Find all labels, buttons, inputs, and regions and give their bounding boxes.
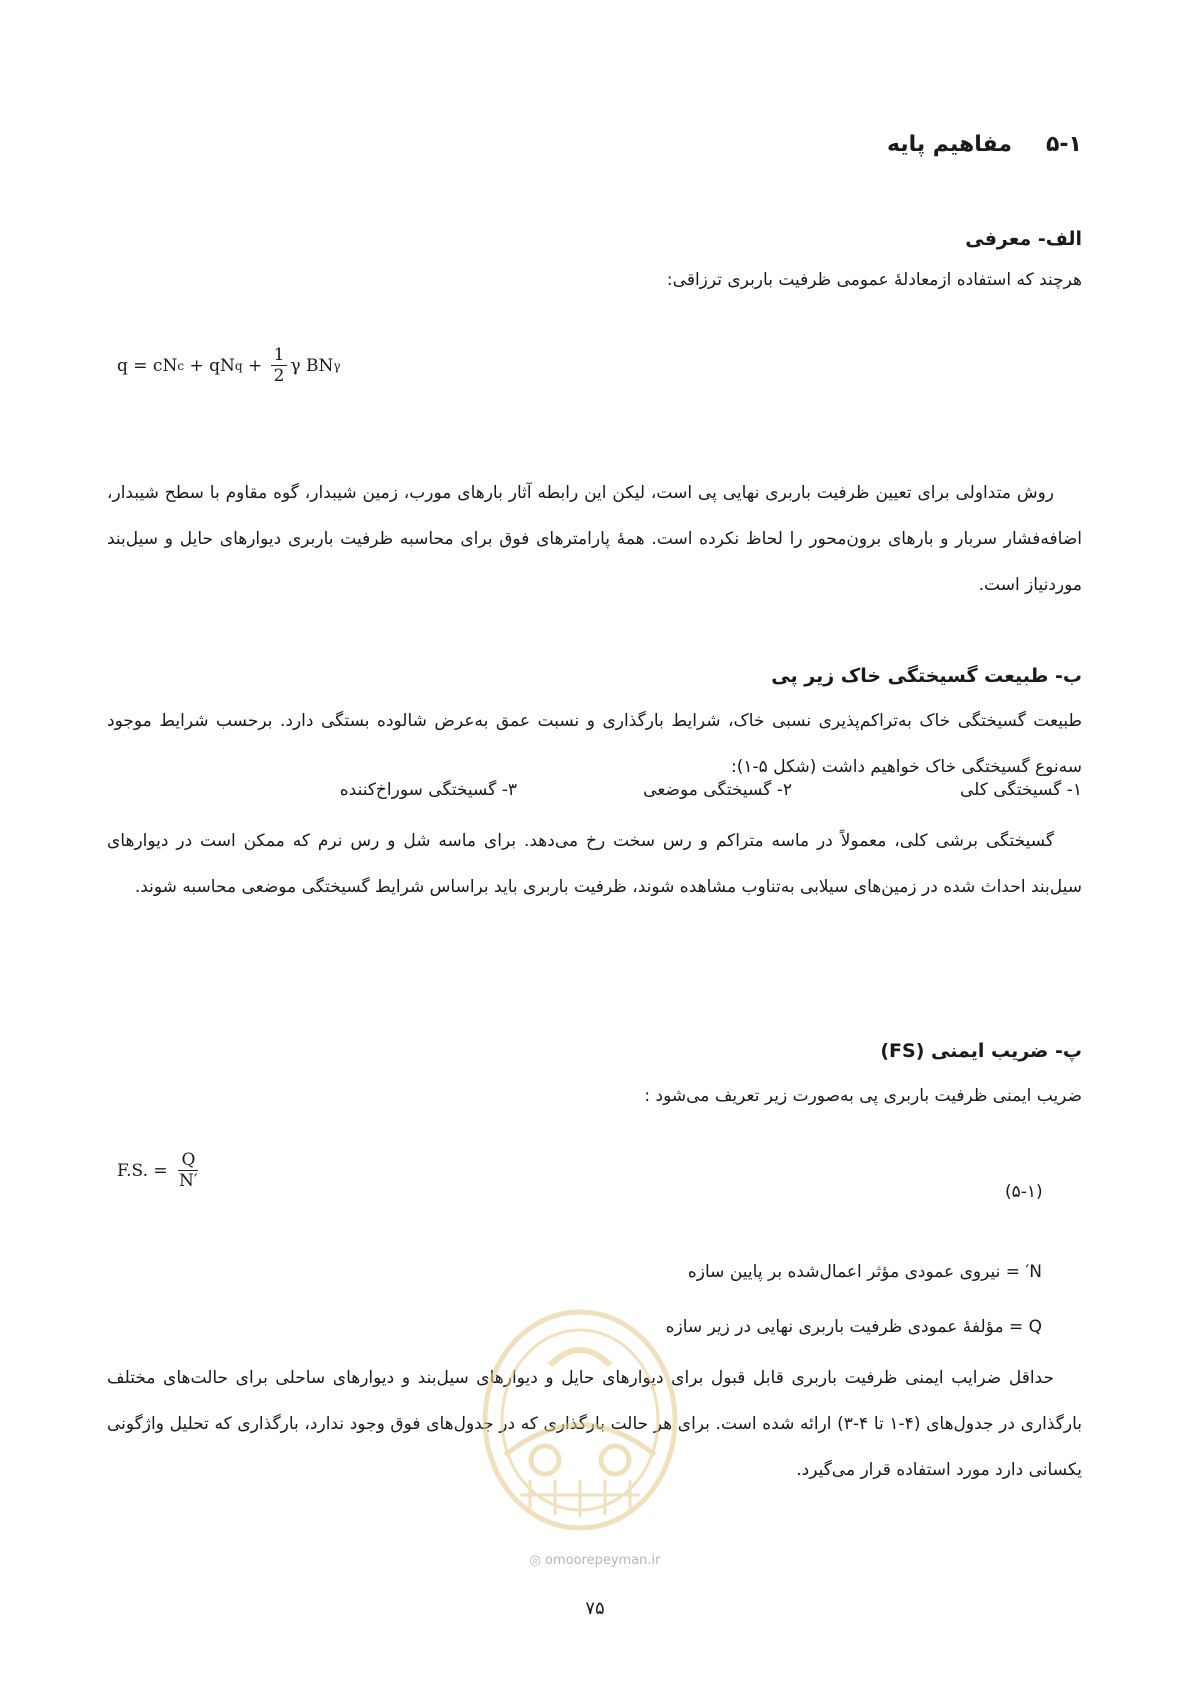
- watermark-logo: [475, 1305, 685, 1535]
- heading-introduction: الف- معرفی: [965, 228, 1082, 250]
- frac-numerator: 1: [271, 345, 288, 366]
- section-number: ۵-۱: [1046, 132, 1082, 157]
- fs-numerator: Q: [178, 1150, 198, 1171]
- eq-plus: +: [242, 355, 268, 376]
- fs-lhs: F.S. =: [117, 1160, 174, 1181]
- definition-q: Q = مؤلفهٔ عمودی ظرفیت باربری نهایی در زیر سازه: [665, 1317, 1042, 1337]
- page-number: ۷۵: [585, 1598, 605, 1619]
- paragraph-introduction: روش متداولی برای تعیین ظرفیت باربری نهایی پی است، لیکن این رابطه آثار بارهای مورب، زمین شیبدار، گوه مقاوم با سطح شیبدار، اضافه‌فشار سربار و بارهای برون‌محور را لحاظ نکرده است. همهٔ پارامترهای فوق برای محاسبه ظرفیت باربری دیوارهای حایل و سیل‌بند موردنیاز است.: [107, 483, 1082, 595]
- fs-fraction: [176, 1150, 201, 1191]
- eq-sub-gamma: γ: [333, 358, 341, 373]
- terzaghi-equation: [117, 345, 341, 386]
- watermark-site-text: omoorepeyman.ir: [545, 1553, 661, 1568]
- fs-denominator: N′: [179, 1171, 198, 1191]
- failure-type-local: ۲- گسیختگی موضعی: [643, 780, 792, 800]
- eq-fraction-half: [271, 345, 288, 386]
- safety-factor-equation: [117, 1150, 204, 1191]
- failure-type-punching: ۳- گسیختگی سوراخ‌کننده: [339, 780, 517, 800]
- section-title-text: مفاهیم پایه: [887, 132, 1012, 157]
- paragraph-safety-factor: حداقل ضرایب ایمنی ظرفیت باربری قابل قبول برای دیوارهای حایل و دیوارهای سیل‌بند و دیوارهای ساحلی برای حالت‌های مختلف بارگذاری در جدول‌های (۴-۱ تا ۴-۳) ارائه شده است. برای هر حالت بارگذاری که در جدول‌های فوق وجود ندارد، بارگذاری که تحلیل واژگونی یکسانی دارد مورد استفاده قرار می‌گیرد.: [107, 1368, 1082, 1480]
- safety-factor-intro: ضریب ایمنی ظرفیت باربری پی به‌صورت زیر تعریف می‌شود :: [644, 1086, 1082, 1106]
- watermark-site: ◎ omoorepeyman.ir: [529, 1553, 661, 1568]
- definition-n-prime: N′ = نیروی عمودی مؤثر اعمال‌شده بر پایین سازه: [687, 1262, 1042, 1282]
- heading-safety-factor: پ- ضریب ایمنی (FS): [880, 1040, 1082, 1062]
- frac-denominator: 2: [273, 366, 285, 386]
- eq-sub-c: c: [177, 358, 185, 373]
- paragraph-failure-types: طبیعت گسیختگی خاک به‌تراکم‌پذیری نسبی خاک، شرایط بارگذاری و نسبت عمق به‌عرض شالوده بستگی دارد. برحسب شرایط موجود سه‌نوع گسیختگی خاک خواهیم داشت (شکل ۵-۱):: [107, 711, 1082, 777]
- intro-sentence: هرچند که استفاده ازمعادلهٔ عمومی ظرفیت باربری ترزاقی:: [666, 270, 1082, 290]
- eq-tail: γ BN: [290, 355, 334, 376]
- eq-term-q: + qN: [184, 355, 235, 376]
- equation-number: (۵-۱): [1005, 1182, 1043, 1202]
- paragraph-failure-detail: گسیختگی برشی کلی، معمولاً در ماسه متراکم و رس سخت رخ می‌دهد. برای ماسه شل و رس نرم که ممکن است در دیوارهای سیل‌بند احداث شده در زمین‌های سیلابی به‌تناوب مشاهده شوند، ظرفیت باربری باید براساس شرایط گسیختگی موضعی محاسبه شوند.: [107, 831, 1082, 897]
- failure-type-general: ۱- گسیختگی کلی: [959, 780, 1082, 800]
- eq-lhs: q = cN: [117, 355, 178, 376]
- heading-failure-nature: ب- طبیعت گسیختگی خاک زیر پی: [771, 665, 1082, 687]
- section-title: [887, 132, 1082, 157]
- eq-sub-q: q: [234, 358, 243, 373]
